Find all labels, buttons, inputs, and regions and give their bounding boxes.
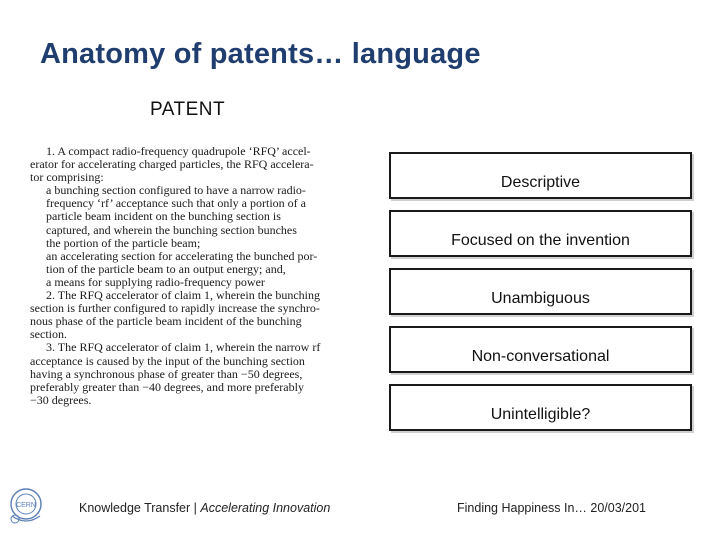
claim-line: the portion of the particle beam; [46, 236, 201, 250]
unambiguous-label: Unambiguous [491, 290, 590, 307]
non-conversational-box [389, 326, 692, 373]
claim-line: section. [30, 328, 67, 342]
claim-line: 2. The RFQ accelerator of claim 1, wherein the bunching [46, 289, 321, 303]
patent-claims-text [30, 145, 340, 407]
claim-line: frequency ‘rf’ acceptance such that only a portion of a [46, 197, 306, 211]
unintelligible-label: Unintelligible? [490, 406, 591, 423]
claim-line: captured, and wherein the bunching section bunches [46, 223, 297, 237]
claim-line: 1. A compact radio-frequency quadrupole ‘RFQ’ accel- [46, 145, 311, 158]
claim-line: nous phase of the particle beam incident of the bunching [30, 315, 302, 329]
footer-left-tagline: Accelerating Innovation [200, 501, 331, 515]
footer-left [79, 501, 330, 515]
claim-line: an accelerating section for accelerating the bunched por- [46, 249, 318, 263]
claim-line: having a synchronous phase of greater than −50 degrees, [30, 367, 303, 381]
focused-label: Focused on the invention [451, 232, 630, 249]
descriptive-box [389, 152, 692, 199]
claim-line: a means for supplying radio-frequency power [46, 275, 265, 289]
slide-title: Anatomy of patents… language [40, 38, 481, 70]
claim-line: acceptance is caused by the input of the bunching section [30, 354, 305, 368]
footer-right: Finding Happiness In… 20/03/201 [457, 501, 647, 515]
claim-line: erator for accelerating charged particles, the RFQ accelera- [30, 158, 314, 172]
claim-line: particle beam incident on the bunching section is [46, 210, 281, 224]
claim-line: −30 degrees. [30, 393, 92, 407]
unambiguous-box [389, 268, 692, 315]
claim-line: a bunching section configured to have a narrow radio- [46, 184, 306, 198]
cern-logo-icon [6, 486, 46, 530]
footer-left-prefix: Knowledge Transfer | [79, 501, 201, 515]
claim-line: preferably greater than −40 degrees, and more preferably [30, 380, 304, 394]
svg-text:CERN: CERN [16, 502, 36, 509]
descriptive-label: Descriptive [500, 174, 581, 191]
non-conversational-label: Non-conversational [471, 348, 610, 365]
unintelligible-box [389, 384, 692, 431]
slide-subtitle: PATENT [150, 99, 226, 120]
claim-line: 3. The RFQ accelerator of claim 1, wherein the narrow rf [46, 341, 321, 355]
claim-line: section is further configured to rapidly increase the synchro- [30, 302, 320, 316]
claim-line: tor comprising: [30, 171, 104, 185]
claim-line: tion of the particle beam to an output energy; and, [46, 262, 286, 276]
focused-box [389, 210, 692, 257]
